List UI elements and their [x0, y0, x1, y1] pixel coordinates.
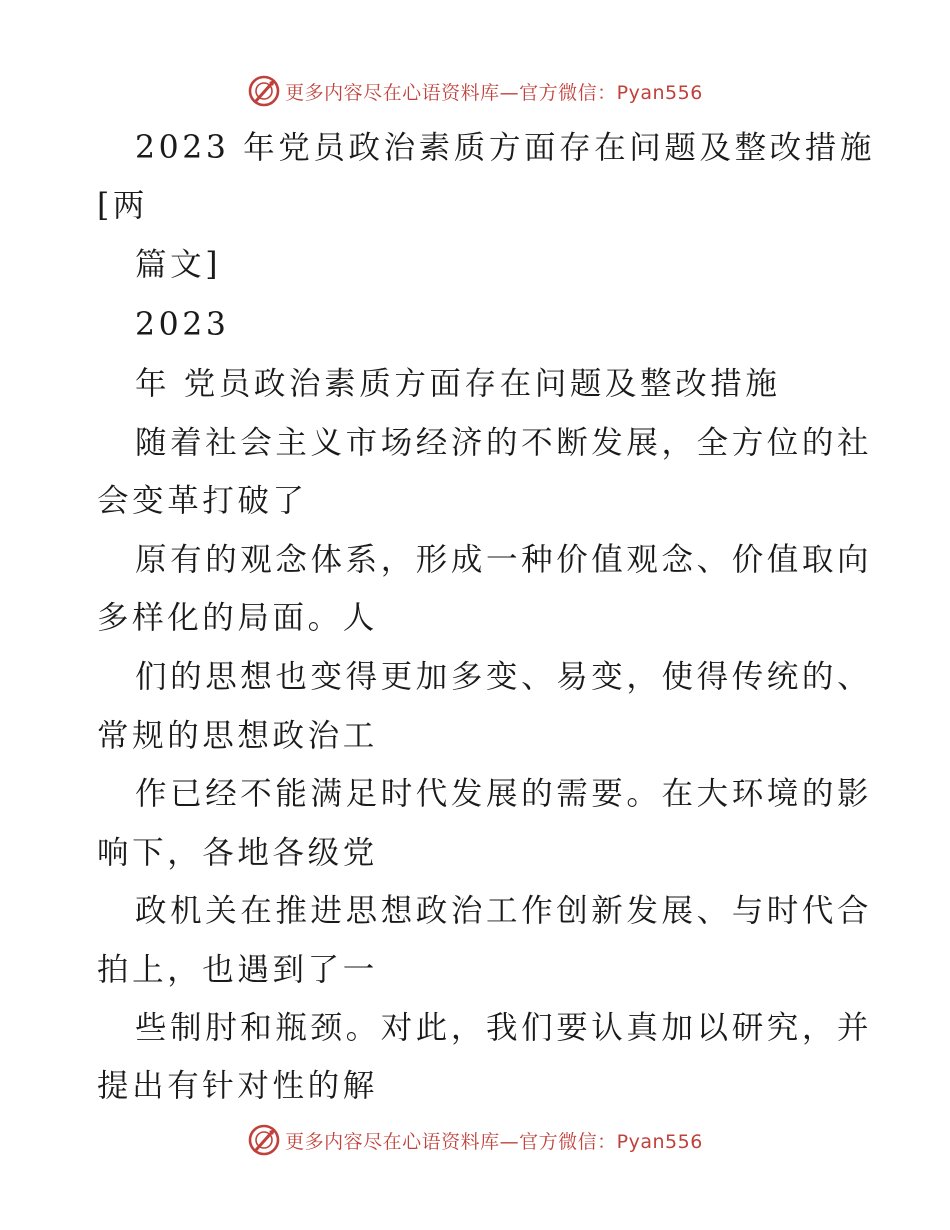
watermark-banner-bottom [0, 1120, 950, 1160]
document-title-line-1: 2023 年党员政治素质方面存在问题及整改措施 [135, 130, 875, 166]
red-seal-logo-icon [247, 1123, 281, 1157]
paragraph-line: 作已经不能满足时代发展的需要。在大环境的影 [135, 776, 873, 812]
document-title-line-2: [两 [97, 188, 148, 224]
paragraph-line: 些制肘和瓶颈。对此，我们要认真加以研究，并 [135, 1010, 873, 1046]
paragraph-line: 提出有针对性的解 [97, 1068, 378, 1104]
document-title-line-3: 篇文] [135, 247, 222, 283]
paragraph-line: 会变革打破了 [97, 483, 308, 519]
red-seal-logo-icon [247, 74, 281, 108]
watermark-text: 更多内容尽在心语资料库—官方微信：Pyan556 [285, 81, 703, 104]
paragraph-line: 拍上，也遇到了一 [97, 952, 378, 988]
paragraph-line: 随着社会主义市场经济的不断发展，全方位的社 [135, 425, 873, 461]
watermark-text: 更多内容尽在心语资料库—官方微信：Pyan556 [285, 1130, 703, 1153]
document-year: 2023 [135, 307, 230, 343]
paragraph-line: 们的思想也变得更加多变、易变，使得传统的、 [135, 659, 873, 695]
paragraph-line: 原有的观念体系，形成一种价值观念、价值取向 [135, 542, 873, 578]
watermark-banner-top [0, 71, 950, 111]
paragraph-line: 常规的思想政治工 [97, 718, 378, 754]
paragraph-line: 响下，各地各级党 [97, 835, 378, 871]
paragraph-line: 多样化的局面。人 [97, 600, 378, 636]
paragraph-line: 政机关在推进思想政治工作创新发展、与时代合 [135, 893, 873, 929]
document-subtitle: 年 党员政治素质方面存在问题及整改措施 [135, 366, 781, 402]
